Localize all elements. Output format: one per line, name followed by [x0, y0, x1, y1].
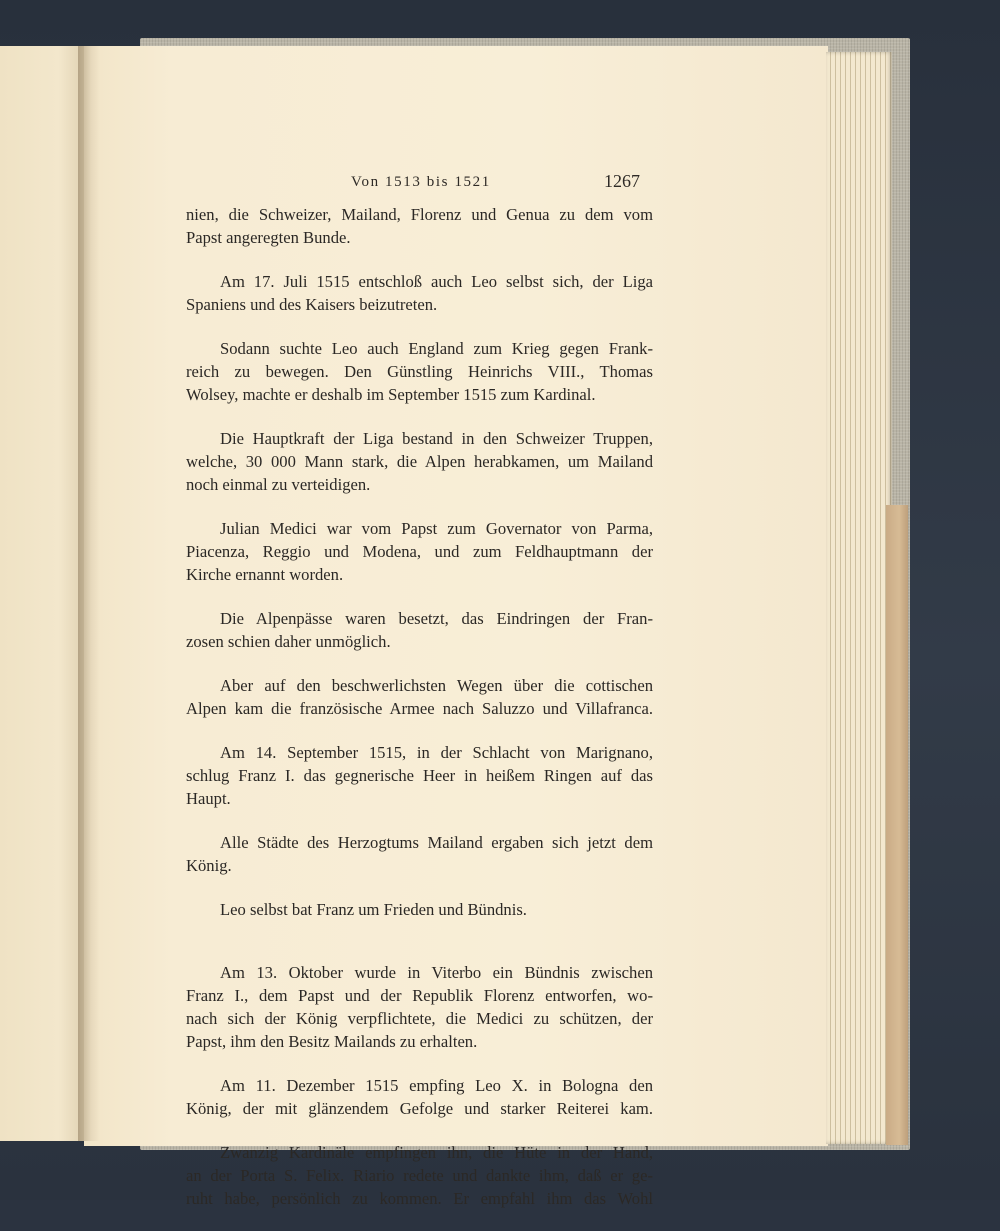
text-line: Am 14. September 1515, in der Schlacht von Marignano, — [220, 743, 653, 762]
paragraph — [186, 270, 653, 316]
text-line: Haupt. — [186, 789, 231, 808]
text-line: König, der mit glänzendem Gefolge und starker Reiterei kam. — [186, 1099, 653, 1118]
text-line: nien, die Schweizer, Mailand, Florenz und Genua zu dem vom — [186, 205, 653, 224]
text-line: Julian Medici war vom Papst zum Governator von Parma, — [220, 519, 653, 538]
text-line: Am 13. Oktober wurde in Viterbo ein Bündnis zwischen — [220, 963, 653, 982]
text-line: Alle Städte des Herzogtums Mailand ergaben sich jetzt dem — [220, 833, 653, 852]
book-gutter — [78, 46, 100, 1141]
page-number: 1267 — [604, 171, 640, 191]
text-line: Die Alpenpässe waren besetzt, das Eindringen der Fran- — [220, 609, 653, 628]
text-line: Zwanzig Kardinäle empfingen ihn, die Hüte in der Hand, — [220, 1143, 653, 1162]
text-line: Wolsey, machte er deshalb im September 1515 zum Kardinal. — [186, 385, 596, 404]
paragraph — [186, 607, 653, 653]
paragraph — [186, 831, 653, 877]
text-line: Am 17. Juli 1515 entschloß auch Leo selbst sich, der Liga — [220, 272, 653, 291]
paragraph — [186, 517, 653, 586]
left-page-edge — [0, 46, 84, 1141]
text-line: zosen schien daher unmöglich. — [186, 632, 391, 651]
text-line: Papst, ihm den Besitz Mailands zu erhalten. — [186, 1032, 478, 1051]
text-line: Papst angeregten Bunde. — [186, 228, 351, 247]
text-line: noch einmal zu verteidigen. — [186, 475, 371, 494]
paragraph — [186, 1074, 653, 1120]
body-text — [186, 203, 653, 1231]
text-line: welche, 30 000 Mann stark, die Alpen herabkamen, um Mailand — [186, 452, 653, 471]
page-edge-marker — [886, 505, 908, 1145]
text-line: Aber auf den beschwerlichsten Wegen über die cottischen — [220, 676, 653, 695]
paragraph — [186, 898, 653, 921]
text-line: Die Hauptkraft der Liga bestand in den Schweizer Truppen, — [220, 429, 653, 448]
text-line: Franz I., dem Papst und der Republik Florenz entworfen, wo- — [186, 986, 653, 1005]
paragraph — [186, 741, 653, 810]
text-line: König. — [186, 856, 232, 875]
text-line: Spaniens und des Kaisers beizutreten. — [186, 295, 438, 314]
paragraph — [186, 961, 653, 1053]
page-edges — [826, 52, 892, 1144]
text-line: reich zu bewegen. Den Günstling Heinrichs VIII., Thomas — [186, 362, 653, 381]
paragraph — [186, 674, 653, 720]
text-line: ruht habe, persönlich zu kommen. Er empfahl ihm das Wohl — [186, 1189, 653, 1208]
paragraph — [186, 427, 653, 496]
text-line: nach sich der König verpflichtete, die Medici zu schützen, der — [186, 1009, 653, 1028]
paragraph — [186, 337, 653, 406]
text-line: Leo selbst bat Franz um Frieden und Bündnis. — [220, 900, 527, 919]
text-line: schlug Franz I. das gegnerische Heer in heißem Ringen auf das — [186, 766, 653, 785]
text-line: Am 11. Dezember 1515 empfing Leo X. in Bologna den — [220, 1076, 653, 1095]
paragraph — [186, 203, 653, 249]
text-line: Alpen kam die französische Armee nach Saluzzo und Villafranca. — [186, 699, 653, 718]
running-head: Von 1513 bis 1521 — [351, 174, 491, 190]
text-line: an der Porta S. Felix. Riario redete und dankte ihm, daß er ge- — [186, 1166, 653, 1185]
text-line: Sodann suchte Leo auch England zum Krieg gegen Frank- — [220, 339, 653, 358]
text-line: Kirche ernannt worden. — [186, 565, 344, 584]
text-line: Piacenza, Reggio und Modena, und zum Feldhauptmann der — [186, 542, 653, 561]
